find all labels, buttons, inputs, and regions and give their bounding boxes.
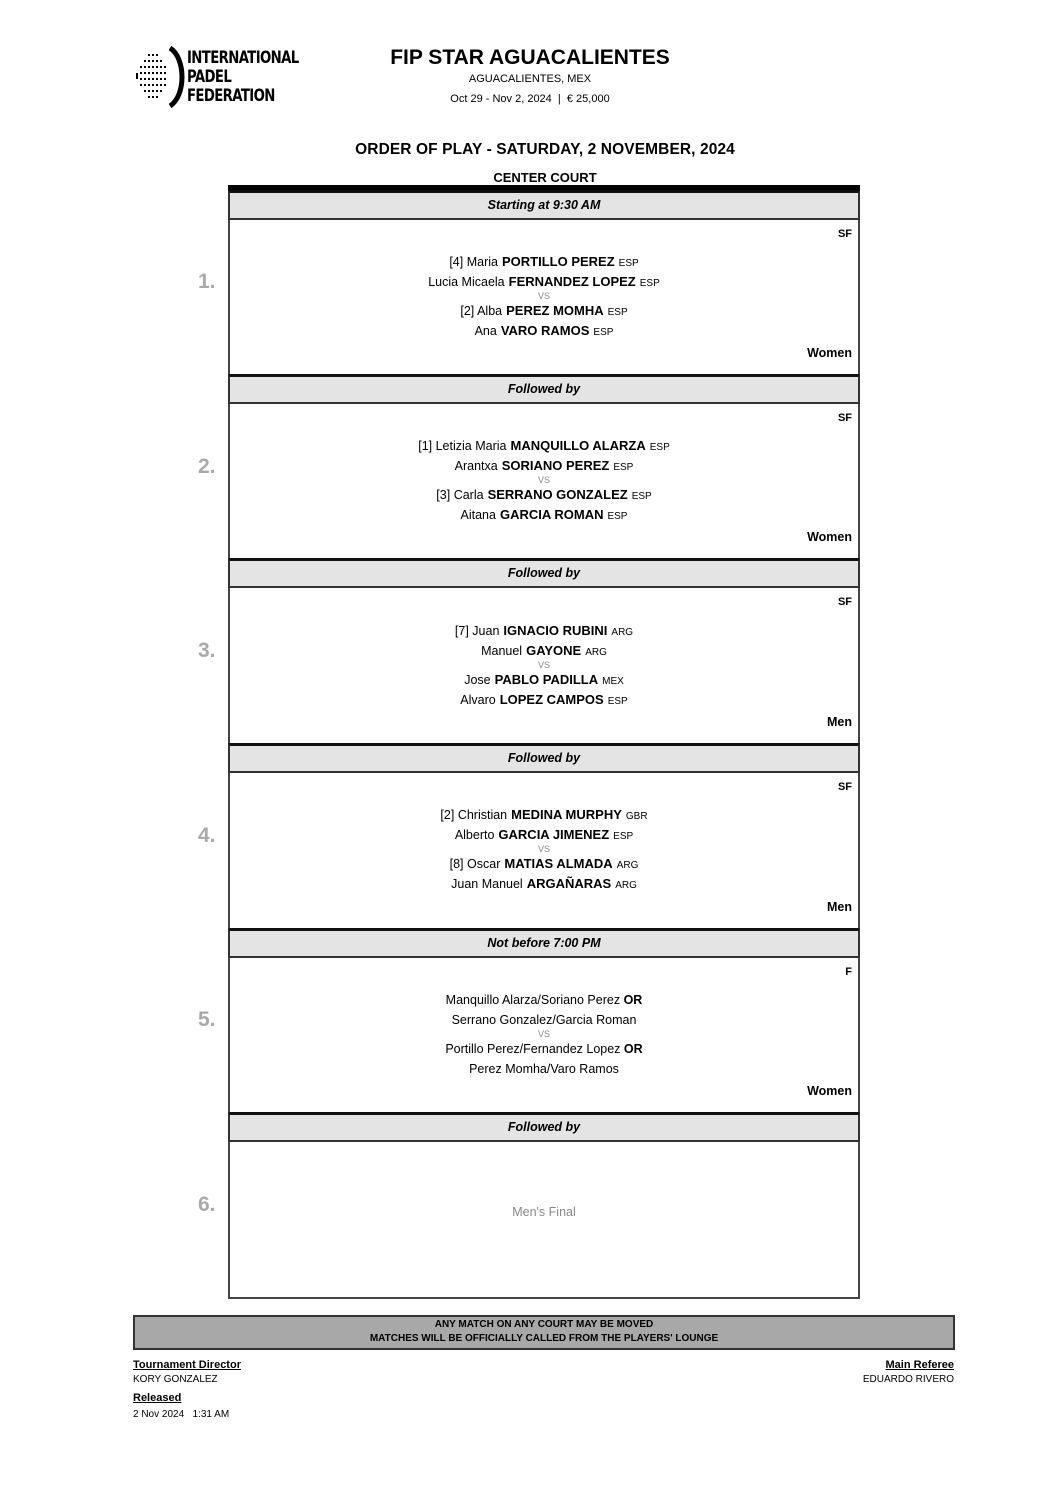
- first-name: Alvaro: [460, 693, 496, 707]
- seed: [3]: [436, 488, 451, 502]
- fip-logo: [134, 46, 299, 108]
- time-header-6: Followed by: [228, 1112, 860, 1142]
- team-names: Serrano Gonzalez/Garcia Roman: [451, 1013, 637, 1027]
- match-block-1: [228, 220, 860, 374]
- nationality: ESP: [607, 307, 628, 318]
- time-header-1: Starting at 9:30 AM: [228, 190, 860, 220]
- last-name: SORIANO PEREZ: [501, 458, 610, 473]
- match-round: SF: [837, 781, 852, 793]
- match-round: SF: [837, 228, 852, 240]
- nationality: GBR: [625, 811, 648, 822]
- last-name: LOPEZ CAMPOS: [499, 692, 604, 707]
- match-block-3: [228, 588, 860, 743]
- first-name: Oscar: [467, 857, 501, 871]
- nationality: ESP: [607, 696, 628, 707]
- court-name: CENTER COURT: [493, 170, 597, 185]
- player-row: [230, 505, 858, 525]
- first-name: Juan: [472, 624, 500, 638]
- match-category: Women: [807, 1084, 852, 1098]
- padel-ball-icon: [134, 46, 186, 108]
- seed: [7]: [454, 624, 469, 638]
- match-block-6: [228, 1142, 860, 1299]
- nationality: ESP: [613, 831, 634, 842]
- nationality: ARG: [611, 627, 634, 638]
- nationality: ARG: [615, 880, 637, 891]
- team-option-row: [230, 1039, 858, 1059]
- player-row: [230, 485, 858, 505]
- seed: [2]: [460, 304, 475, 318]
- match-category: Men: [827, 900, 852, 914]
- nationality: MEX: [602, 676, 624, 687]
- nationality: ESP: [631, 491, 652, 502]
- match-round: F: [845, 966, 852, 978]
- vs-label: VS: [537, 475, 550, 485]
- last-name: MEDINA MURPHY: [511, 807, 622, 822]
- first-name: Alberto: [454, 828, 495, 842]
- first-name: Jose: [464, 673, 491, 687]
- player-row: [230, 690, 858, 710]
- team-names: Portillo Perez/Fernandez Lopez: [445, 1042, 621, 1056]
- player-row: [230, 854, 858, 874]
- match-block-2: [228, 404, 860, 558]
- last-name: GARCIA JIMENEZ: [498, 827, 610, 842]
- last-name: PABLO PADILLA: [494, 672, 599, 687]
- released-label: Released: [133, 1392, 182, 1404]
- player-row: [230, 436, 858, 456]
- last-name: PEREZ MOMHA: [506, 303, 604, 318]
- nationality: ARG: [616, 860, 639, 871]
- player-row: [230, 641, 858, 661]
- match-number-4: 4.: [198, 824, 216, 847]
- nationality: ESP: [649, 442, 670, 453]
- first-name: Ana: [474, 324, 497, 338]
- or-label: OR: [623, 993, 643, 1007]
- director-name: KORY GONZALEZ: [133, 1374, 218, 1385]
- match-round: SF: [837, 596, 852, 608]
- nationality: ESP: [613, 462, 634, 473]
- match-block-4: [228, 773, 860, 928]
- player-row: [230, 321, 858, 341]
- nationality: ESP: [593, 327, 614, 338]
- logo-wordmark: [187, 49, 299, 106]
- match-round: SF: [837, 412, 852, 424]
- tournament-location: AGUACALIENTES, MEX: [468, 73, 592, 85]
- logo-line-2: PADEL: [187, 67, 232, 87]
- first-name: Letizia Maria: [435, 439, 507, 453]
- vs-label: VS: [537, 660, 550, 670]
- match-block-5: [228, 958, 860, 1112]
- match-players: [230, 805, 858, 894]
- last-name: VARO RAMOS: [500, 323, 590, 338]
- match-number-3: 3.: [198, 639, 216, 662]
- vs-label: VS: [537, 1029, 550, 1039]
- tournament-dates-prize: Oct 29 - Nov 2, 2024 | € 25,000: [450, 93, 610, 105]
- last-name: PORTILLO PEREZ: [501, 254, 615, 269]
- player-row: [230, 272, 858, 292]
- match-teams: [230, 990, 858, 1079]
- match-players: [230, 621, 858, 710]
- player-row: [230, 252, 858, 272]
- first-name: Aitana: [460, 508, 496, 522]
- player-row: [230, 301, 858, 321]
- team-option-row: [230, 1059, 858, 1079]
- last-name: ARGAÑARAS: [526, 876, 612, 891]
- player-row: [230, 621, 858, 641]
- last-name: IGNACIO RUBINI: [503, 623, 608, 638]
- team-names: Perez Momha/Varo Ramos: [469, 1062, 619, 1076]
- player-row: [230, 670, 858, 690]
- nationality: ESP: [607, 511, 628, 522]
- match-players: [230, 252, 858, 341]
- time-header-5: Not before 7:00 PM: [228, 928, 860, 958]
- last-name: MATIAS ALMADA: [504, 856, 613, 871]
- player-row: [230, 456, 858, 476]
- vs-label: VS: [537, 844, 550, 854]
- last-name: MANQUILLO ALARZA: [510, 438, 646, 453]
- first-name: Christian: [457, 808, 508, 822]
- or-label: OR: [623, 1042, 643, 1056]
- last-name: FERNANDEZ LOPEZ: [508, 274, 636, 289]
- logo-line-3: FEDERATION: [187, 86, 275, 106]
- referee-label: Main Referee: [885, 1359, 954, 1371]
- first-name: Arantxa: [454, 459, 498, 473]
- first-name: Carla: [453, 488, 484, 502]
- logo-line-1: INTERNATIONAL: [187, 48, 299, 68]
- tournament-title: FIP STAR AGUACALIENTES: [390, 46, 670, 69]
- seed: [2]: [440, 808, 455, 822]
- notice-line-2: MATCHES WILL BE OFFICIALLY CALLED FROM THE PLAYERS' LOUNGE: [369, 1333, 719, 1344]
- first-name: Alba: [477, 304, 503, 318]
- team-option-row: [230, 1010, 858, 1030]
- order-of-play-heading: ORDER OF PLAY - SATURDAY, 2 NOVEMBER, 2024: [355, 141, 735, 158]
- match-number-2: 2.: [198, 455, 216, 478]
- time-header-3: Followed by: [228, 558, 860, 588]
- player-row: [230, 825, 858, 845]
- last-name: SERRANO GONZALEZ: [487, 487, 628, 502]
- first-name: Manuel: [481, 644, 523, 658]
- nationality: ARG: [585, 647, 607, 658]
- last-name: GAYONE: [526, 643, 582, 658]
- match-number-5: 5.: [198, 1008, 216, 1031]
- first-name: Juan Manuel: [451, 877, 523, 891]
- seed: [1]: [418, 439, 433, 453]
- seed: [8]: [449, 857, 464, 871]
- player-row: [230, 874, 858, 894]
- last-name: GARCIA ROMAN: [499, 507, 604, 522]
- time-header-2: Followed by: [228, 374, 860, 404]
- first-name: Maria: [466, 255, 498, 269]
- match-number-6: 6.: [198, 1193, 216, 1216]
- match-placeholder: Men's Final: [512, 1205, 576, 1219]
- first-name: Lucia Micaela: [428, 275, 505, 289]
- match-category: Women: [807, 530, 852, 544]
- referee-name: EDUARDO RIVERO: [862, 1374, 954, 1385]
- director-label: Tournament Director: [133, 1359, 241, 1371]
- released-value: 2 Nov 2024 1:31 AM: [133, 1409, 230, 1420]
- match-number-1: 1.: [198, 270, 216, 293]
- seed: [4]: [449, 255, 464, 269]
- vs-label: VS: [537, 291, 550, 301]
- match-category: Men: [827, 715, 852, 729]
- match-category: Women: [807, 346, 852, 360]
- player-row: [230, 805, 858, 825]
- nationality: ESP: [639, 278, 660, 289]
- notice-banner: [133, 1315, 955, 1350]
- match-players: [230, 436, 858, 525]
- nationality: ESP: [618, 258, 639, 269]
- time-header-4: Followed by: [228, 743, 860, 773]
- team-names: Manquillo Alarza/Soriano Perez: [445, 993, 621, 1007]
- notice-line-1: ANY MATCH ON ANY COURT MAY BE MOVED: [434, 1319, 654, 1330]
- team-option-row: [230, 990, 858, 1010]
